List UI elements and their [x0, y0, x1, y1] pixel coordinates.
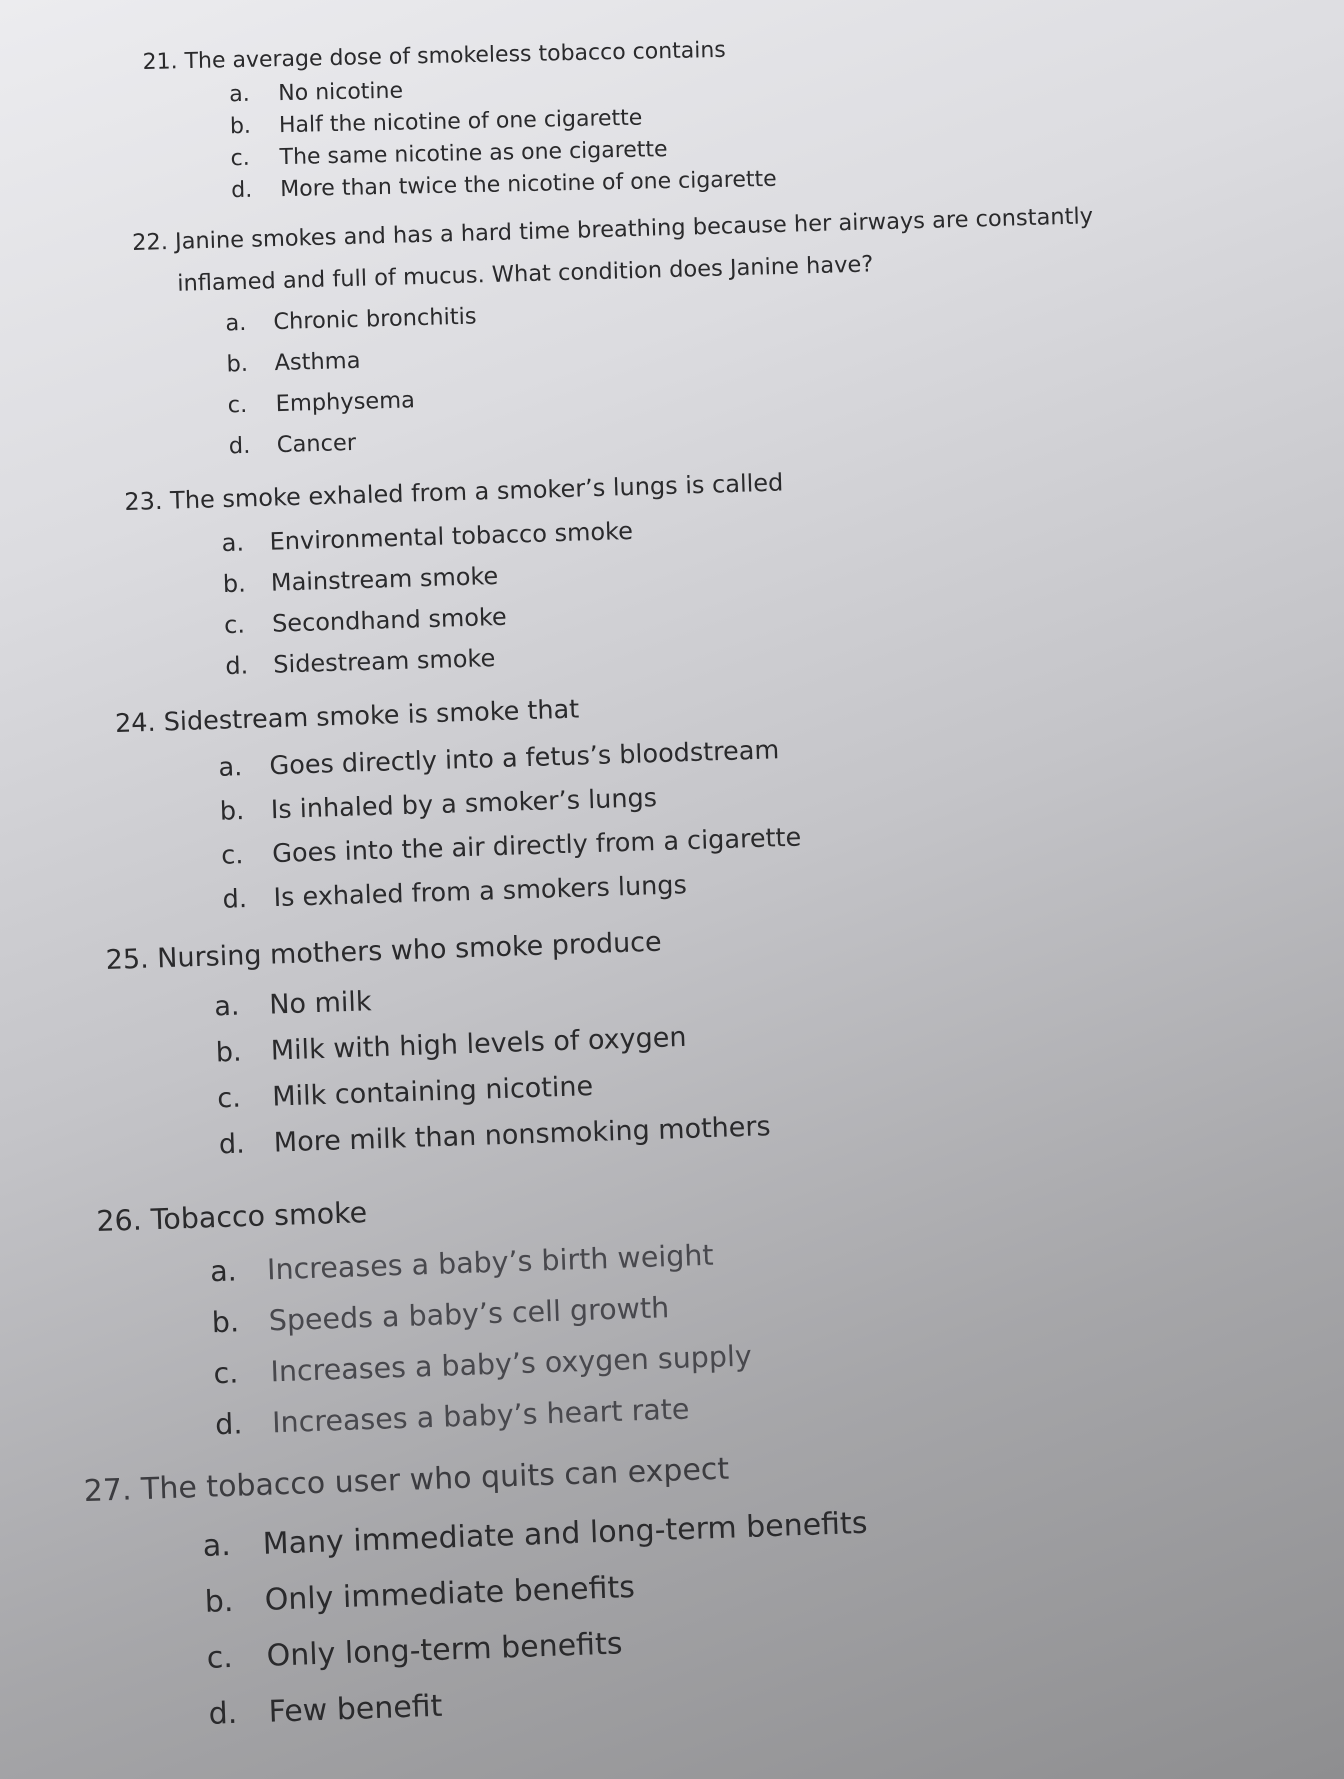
question-22 — [132, 195, 1100, 470]
option-letter: b. — [204, 1583, 234, 1620]
option-text: Milk with high levels of oxygen — [270, 1021, 687, 1067]
option-letter: a. — [225, 309, 247, 337]
option-letter: d. — [214, 1407, 243, 1442]
option-text: Is exhaled from a smokers lungs — [273, 870, 688, 914]
option-text: Goes into the air directly from a cigarette — [271, 822, 802, 870]
option-text: Emphysema — [275, 387, 416, 418]
option-letter: c. — [230, 145, 250, 172]
option-text: Only long-term benefits — [266, 1626, 623, 1674]
question-24-text: 24. Sidestream smoke is smoke that — [114, 694, 580, 740]
option-text: Half the nicotine of one cigarette — [278, 105, 643, 139]
option-letter: a. — [209, 1254, 238, 1289]
option-letter: d. — [208, 1695, 238, 1732]
option-letter: b. — [222, 569, 247, 599]
option-text: More milk than nonsmoking mothers — [273, 1111, 772, 1159]
option-letter: c. — [223, 610, 246, 640]
option-text: Milk containing nicotine — [271, 1070, 594, 1113]
option-letter: d. — [231, 177, 253, 204]
question-22-text-line-1: 22. Janine smokes and has a hard time breathing because her airways are constantly — [131, 203, 1094, 257]
question-26 — [96, 1184, 754, 1454]
option-letter: b. — [211, 1305, 240, 1340]
option-text: Environmental tobacco smoke — [269, 516, 634, 556]
option-letter: d. — [218, 1128, 246, 1161]
option-text: No milk — [268, 986, 373, 1021]
question-27 — [83, 1447, 874, 1747]
question-21-text: 21. The average dose of smokeless tobacco contains — [142, 37, 727, 76]
option-text: Is inhaled by a smoker’s lungs — [270, 783, 658, 826]
option-letter: b. — [229, 113, 252, 140]
option-text: The same nicotine as one cigarette — [279, 137, 668, 171]
question-25 — [105, 923, 771, 1172]
option-letter: a. — [229, 81, 251, 108]
option-letter: c. — [216, 1082, 242, 1115]
option-text: Secondhand smoke — [271, 602, 508, 638]
option-text: Goes directly into a fetus’s bloodstream — [269, 735, 780, 782]
option-text: Many immediate and long-term benefits — [262, 1505, 868, 1562]
option-letter: b. — [219, 796, 245, 827]
option-letter: c. — [206, 1639, 234, 1676]
option-text: Speeds a baby’s cell growth — [268, 1291, 670, 1338]
question-24 — [115, 688, 804, 925]
option-text: Increases a baby’s birth weight — [266, 1238, 715, 1287]
option-text: Increases a baby’s oxygen supply — [269, 1339, 753, 1389]
option-text: Few benefit — [268, 1688, 443, 1730]
question-23-text: 23. The smoke exhaled from a smoker’s lungs is called — [124, 468, 784, 517]
option-letter: a. — [218, 752, 243, 783]
option-text: Sidestream smoke — [272, 644, 496, 679]
option-letter: c. — [227, 391, 248, 419]
option-letter: c. — [212, 1356, 239, 1391]
question-25-text: 25. Nursing mothers who smoke produce — [105, 926, 663, 977]
option-text: Cancer — [276, 429, 357, 459]
option-text: Chronic bronchitis — [273, 303, 477, 336]
question-23 — [124, 468, 789, 689]
option-letter: a. — [213, 990, 240, 1023]
option-text: Increases a baby’s heart rate — [271, 1392, 690, 1440]
question-22-text-line-2: inflamed and full of mucus. What condition does Janine have? — [176, 251, 874, 297]
option-letter: b. — [226, 350, 249, 378]
option-letter: d. — [224, 651, 249, 681]
question-21 — [142, 37, 777, 209]
option-letter: a. — [202, 1527, 232, 1564]
option-text: Asthma — [274, 347, 361, 377]
option-letter: d. — [228, 432, 251, 460]
option-letter: a. — [221, 528, 245, 558]
option-letter: b. — [215, 1036, 243, 1069]
option-text: Mainstream smoke — [270, 561, 499, 597]
option-letter: d. — [222, 883, 248, 915]
question-26-text: 26. Tobacco smoke — [95, 1196, 368, 1239]
option-text: More than twice the nicotine of one cigarette — [280, 166, 777, 203]
option-letter: c. — [220, 840, 244, 871]
option-text: Only immediate benefits — [264, 1569, 636, 1618]
option-text: No nicotine — [278, 78, 404, 107]
question-27-text: 27. The tobacco user who quits can expect — [83, 1451, 730, 1510]
